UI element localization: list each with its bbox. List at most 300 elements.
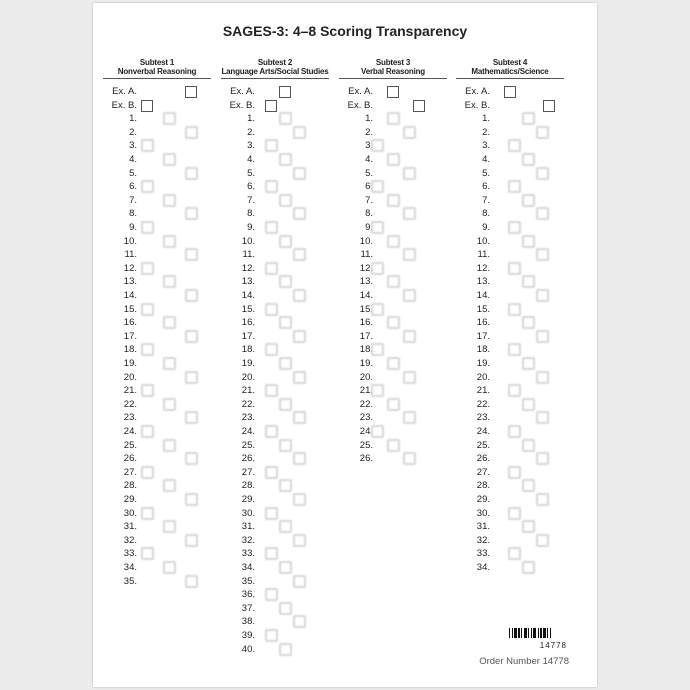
example-row (221, 85, 329, 99)
item-number: 16. (241, 317, 255, 329)
order-number: Order Number 14778 (479, 656, 569, 667)
item-row (221, 126, 329, 140)
barcode-bar (528, 628, 529, 638)
column-rule (103, 78, 211, 79)
faded-answer-mark (508, 180, 521, 193)
item-number: 12. (476, 262, 490, 274)
faded-answer-mark (279, 357, 292, 370)
item-row (221, 235, 329, 249)
faded-answer-mark (163, 479, 176, 492)
item-row (103, 357, 211, 371)
faded-answer-mark (522, 194, 535, 207)
item-row (339, 112, 447, 126)
faded-answer-mark (403, 207, 416, 220)
item-row (221, 411, 329, 425)
faded-answer-mark (163, 520, 176, 533)
item-number: 1. (247, 113, 255, 125)
item-row (221, 112, 329, 126)
item-number: 20. (241, 371, 255, 383)
faded-answer-mark (163, 357, 176, 370)
faded-answer-mark (141, 507, 154, 520)
item-row (339, 180, 447, 194)
item-row (221, 602, 329, 616)
subtest-subheading: Verbal Reasoning (361, 67, 425, 76)
item-row (103, 112, 211, 126)
item-number: 34. (241, 562, 255, 573)
item-row (103, 371, 211, 385)
item-number: 6. (482, 181, 490, 193)
item-row (221, 643, 329, 657)
item-number: 32. (241, 534, 255, 546)
faded-answer-mark (279, 112, 292, 125)
faded-answer-mark (185, 248, 198, 261)
item-row (339, 343, 447, 357)
item-row (456, 425, 564, 439)
item-number: 15. (359, 303, 373, 315)
faded-answer-mark (508, 425, 521, 438)
faded-answer-mark (508, 139, 521, 152)
item-number: 29. (476, 494, 490, 505)
item-number: 21. (241, 385, 255, 397)
item-row (456, 357, 564, 371)
item-row (103, 153, 211, 167)
faded-answer-mark (371, 425, 384, 438)
faded-answer-mark (185, 534, 198, 547)
item-number: 29. (123, 494, 137, 505)
faded-answer-mark (522, 561, 535, 574)
item-number: 13. (359, 276, 373, 288)
faded-answer-mark (279, 275, 292, 288)
item-number: 30. (476, 507, 490, 519)
item-number: 6. (129, 181, 137, 193)
faded-answer-mark (141, 343, 154, 356)
faded-answer-mark (279, 643, 292, 656)
item-row (339, 235, 447, 249)
faded-answer-mark (403, 411, 416, 424)
faded-answer-mark (387, 235, 400, 248)
item-number: 22. (359, 398, 373, 410)
faded-answer-mark (403, 289, 416, 302)
column-rule (456, 78, 564, 79)
item-number: 2. (129, 126, 137, 138)
faded-answer-mark (141, 303, 154, 316)
answer-box[interactable] (265, 100, 277, 112)
item-number: 34. (123, 562, 137, 573)
faded-answer-mark (185, 411, 198, 424)
item-row (221, 384, 329, 398)
item-row (456, 167, 564, 181)
item-row (221, 547, 329, 561)
item-row (221, 398, 329, 412)
item-row (456, 194, 564, 208)
faded-answer-mark (522, 153, 535, 166)
answer-box[interactable] (543, 100, 555, 112)
barcode-bar (531, 628, 532, 638)
item-row (221, 493, 329, 507)
item-row (103, 547, 211, 561)
subtest-heading: Subtest 4 (492, 58, 528, 67)
faded-answer-mark (265, 629, 278, 642)
faded-answer-mark (293, 493, 306, 506)
faded-answer-mark (279, 194, 292, 207)
item-number: 5. (482, 167, 490, 179)
item-number: 15. (123, 303, 137, 315)
subtest-1-column (103, 58, 211, 587)
item-row (339, 248, 447, 262)
item-row (456, 534, 564, 548)
example-label: Ex. A. (465, 86, 490, 97)
faded-answer-mark (508, 303, 521, 316)
faded-answer-mark (185, 207, 198, 220)
faded-answer-mark (403, 371, 416, 384)
item-row (221, 425, 329, 439)
item-number: 7. (482, 194, 490, 206)
item-row (103, 452, 211, 466)
faded-answer-mark (265, 303, 278, 316)
item-row (221, 221, 329, 235)
faded-answer-mark (371, 139, 384, 152)
item-number: 7. (129, 194, 137, 206)
example-row (339, 99, 447, 113)
example-label: Ex. A. (230, 86, 255, 97)
item-number: 31. (476, 521, 490, 533)
item-row (339, 303, 447, 317)
faded-answer-mark (536, 289, 549, 302)
item-row (456, 520, 564, 534)
item-number: 12. (359, 262, 373, 274)
faded-answer-mark (387, 194, 400, 207)
barcode-bar (524, 628, 527, 638)
faded-answer-mark (265, 180, 278, 193)
item-row (221, 180, 329, 194)
item-row (339, 221, 447, 235)
item-number: 19. (476, 358, 490, 369)
faded-answer-mark (293, 207, 306, 220)
faded-answer-mark (536, 207, 549, 220)
item-row (456, 439, 564, 453)
item-number: 10. (476, 235, 490, 247)
faded-answer-mark (536, 371, 549, 384)
faded-answer-mark (522, 479, 535, 492)
faded-answer-mark (536, 452, 549, 465)
subtest-heading: Subtest 3 (375, 58, 411, 67)
page-title: SAGES-3: 4–8 Scoring Transparency (222, 23, 468, 39)
item-row (339, 357, 447, 371)
example-row (339, 85, 447, 99)
item-row (456, 343, 564, 357)
item-number: 32. (476, 534, 490, 546)
item-row (456, 275, 564, 289)
item-row (103, 343, 211, 357)
item-number: 22. (241, 398, 255, 410)
item-row (339, 384, 447, 398)
item-row (339, 289, 447, 303)
faded-answer-mark (536, 493, 549, 506)
faded-answer-mark (387, 275, 400, 288)
item-row (103, 425, 211, 439)
item-number: 9. (129, 222, 137, 233)
example-row (221, 99, 329, 113)
faded-answer-mark (293, 289, 306, 302)
item-row (339, 153, 447, 167)
item-row (456, 466, 564, 480)
faded-answer-mark (185, 289, 198, 302)
item-row (339, 452, 447, 466)
item-row (221, 303, 329, 317)
item-row (339, 371, 447, 385)
item-row (456, 221, 564, 235)
barcode-bar (550, 628, 551, 638)
item-row (103, 575, 211, 589)
item-number: 25. (476, 439, 490, 451)
item-number: 24. (359, 426, 373, 437)
barcode-bar (509, 628, 510, 638)
item-number: 14. (123, 290, 137, 301)
item-row (456, 248, 564, 262)
barcode-bar (547, 628, 548, 638)
faded-answer-mark (265, 262, 278, 275)
item-number: 23. (359, 412, 373, 424)
example-label: Ex. A. (112, 86, 137, 97)
example-row (456, 99, 564, 113)
item-row (456, 180, 564, 194)
faded-answer-mark (279, 561, 292, 574)
faded-answer-mark (185, 452, 198, 465)
faded-answer-mark (141, 221, 154, 234)
faded-answer-mark (522, 235, 535, 248)
item-number: 8. (129, 208, 137, 220)
item-number: 8. (482, 208, 490, 220)
faded-answer-mark (522, 275, 535, 288)
item-row (339, 262, 447, 276)
item-number: 19. (359, 358, 373, 369)
answer-box[interactable] (387, 86, 399, 98)
item-row (221, 316, 329, 330)
faded-answer-mark (536, 167, 549, 180)
item-number: 7. (365, 194, 373, 206)
item-number: 12. (241, 262, 255, 274)
item-number: 35. (123, 575, 137, 587)
item-number: 5. (129, 167, 137, 179)
item-row (103, 207, 211, 221)
item-row (103, 479, 211, 493)
faded-answer-mark (536, 411, 549, 424)
item-row (221, 194, 329, 208)
item-number: 1. (482, 113, 490, 125)
item-number: 14. (476, 290, 490, 301)
subtest-subheading: Nonverbal Reasoning (117, 67, 197, 76)
item-row (103, 262, 211, 276)
barcode-bar (518, 628, 520, 638)
faded-answer-mark (371, 221, 384, 234)
item-number: 4. (129, 154, 137, 165)
item-number: 1. (129, 113, 137, 125)
subtest-subheading: Language Arts/Social Studies (221, 67, 329, 76)
item-number: 33. (476, 548, 490, 560)
item-number: 18. (359, 344, 373, 356)
item-number: 26. (123, 453, 137, 465)
faded-answer-mark (185, 371, 198, 384)
faded-answer-mark (293, 248, 306, 261)
faded-answer-mark (403, 126, 416, 139)
item-row (103, 316, 211, 330)
answer-box[interactable] (413, 100, 425, 112)
faded-answer-mark (293, 615, 306, 628)
item-row (456, 262, 564, 276)
item-row (456, 507, 564, 521)
item-row (456, 479, 564, 493)
faded-answer-mark (508, 262, 521, 275)
faded-answer-mark (279, 439, 292, 452)
item-row (221, 357, 329, 371)
barcode-bar (538, 628, 539, 638)
item-row (221, 534, 329, 548)
faded-answer-mark (387, 398, 400, 411)
faded-answer-mark (279, 398, 292, 411)
item-number: 31. (241, 521, 255, 533)
item-number: 3. (129, 140, 137, 152)
item-row (339, 126, 447, 140)
item-row (339, 194, 447, 208)
subtest-3-column (339, 58, 447, 465)
faded-answer-mark (163, 316, 176, 329)
item-row (103, 126, 211, 140)
item-number: 11. (124, 249, 137, 261)
item-number: 6. (247, 181, 255, 193)
item-number: 9. (482, 222, 490, 233)
item-row (221, 520, 329, 534)
item-number: 18. (476, 344, 490, 356)
item-row (456, 235, 564, 249)
faded-answer-mark (522, 398, 535, 411)
item-number: 15. (241, 303, 255, 315)
item-row (456, 153, 564, 167)
answer-box[interactable] (504, 86, 516, 98)
faded-answer-mark (265, 384, 278, 397)
faded-answer-mark (387, 357, 400, 370)
item-number: 23. (476, 412, 490, 424)
faded-answer-mark (371, 303, 384, 316)
item-row (103, 466, 211, 480)
item-number: 8. (365, 208, 373, 220)
item-row (339, 275, 447, 289)
faded-answer-mark (265, 588, 278, 601)
item-row (221, 207, 329, 221)
item-row (456, 126, 564, 140)
item-number: 12. (123, 262, 137, 274)
faded-answer-mark (163, 112, 176, 125)
faded-answer-mark (536, 248, 549, 261)
faded-answer-mark (265, 343, 278, 356)
answer-box[interactable] (279, 86, 291, 98)
item-row (221, 289, 329, 303)
item-row (339, 330, 447, 344)
answer-box[interactable] (185, 86, 197, 98)
item-number: 2. (247, 126, 255, 138)
faded-answer-mark (141, 384, 154, 397)
answer-box[interactable] (141, 100, 153, 112)
item-row (221, 629, 329, 643)
item-number: 13. (123, 276, 137, 288)
faded-answer-mark (403, 167, 416, 180)
item-number: 20. (359, 371, 373, 383)
faded-answer-mark (185, 167, 198, 180)
example-label: Ex. B. (347, 99, 373, 111)
item-number: 2. (482, 126, 490, 138)
faded-answer-mark (141, 425, 154, 438)
item-number: 21. (476, 385, 490, 397)
example-label: Ex. B. (229, 99, 255, 111)
faded-answer-mark (387, 153, 400, 166)
item-row (103, 398, 211, 412)
faded-answer-mark (403, 248, 416, 261)
item-number: 32. (123, 534, 137, 546)
item-number: 39. (241, 630, 255, 641)
item-row (339, 398, 447, 412)
item-row (221, 479, 329, 493)
item-row (221, 262, 329, 276)
faded-answer-mark (522, 357, 535, 370)
item-row (103, 439, 211, 453)
faded-answer-mark (265, 221, 278, 234)
faded-answer-mark (293, 411, 306, 424)
item-number: 2. (365, 126, 373, 138)
item-row (339, 425, 447, 439)
faded-answer-mark (163, 194, 176, 207)
faded-answer-mark (371, 343, 384, 356)
faded-answer-mark (265, 547, 278, 560)
item-row (456, 303, 564, 317)
item-number: 23. (123, 412, 137, 424)
item-number: 1. (365, 113, 373, 125)
faded-answer-mark (536, 534, 549, 547)
subtest-subheading: Mathematics/Science (471, 67, 549, 76)
faded-answer-mark (163, 398, 176, 411)
faded-answer-mark (141, 139, 154, 152)
item-number: 20. (123, 371, 137, 383)
item-row (103, 235, 211, 249)
faded-answer-mark (185, 575, 198, 588)
item-number: 22. (123, 398, 137, 410)
faded-answer-mark (508, 221, 521, 234)
subtest-heading: Subtest 1 (139, 58, 175, 67)
item-row (103, 330, 211, 344)
item-row (103, 167, 211, 181)
item-row (221, 588, 329, 602)
subtest-4-column (456, 58, 564, 573)
item-number: 25. (359, 439, 373, 451)
item-row (221, 139, 329, 153)
item-number: 28. (241, 480, 255, 492)
item-number: 3. (247, 140, 255, 152)
item-number: 10. (359, 235, 373, 247)
item-number: 11. (242, 249, 255, 261)
faded-answer-mark (185, 493, 198, 506)
barcode-number: 14778 (539, 641, 567, 650)
item-row (339, 411, 447, 425)
item-number: 38. (241, 616, 255, 628)
item-number: 35. (241, 575, 255, 587)
faded-answer-mark (163, 275, 176, 288)
example-row (103, 99, 211, 113)
faded-answer-mark (279, 602, 292, 615)
item-row (103, 248, 211, 262)
item-number: 16. (476, 317, 490, 329)
item-row (456, 139, 564, 153)
item-number: 17. (123, 330, 137, 342)
faded-answer-mark (163, 235, 176, 248)
item-number: 27. (241, 466, 255, 478)
